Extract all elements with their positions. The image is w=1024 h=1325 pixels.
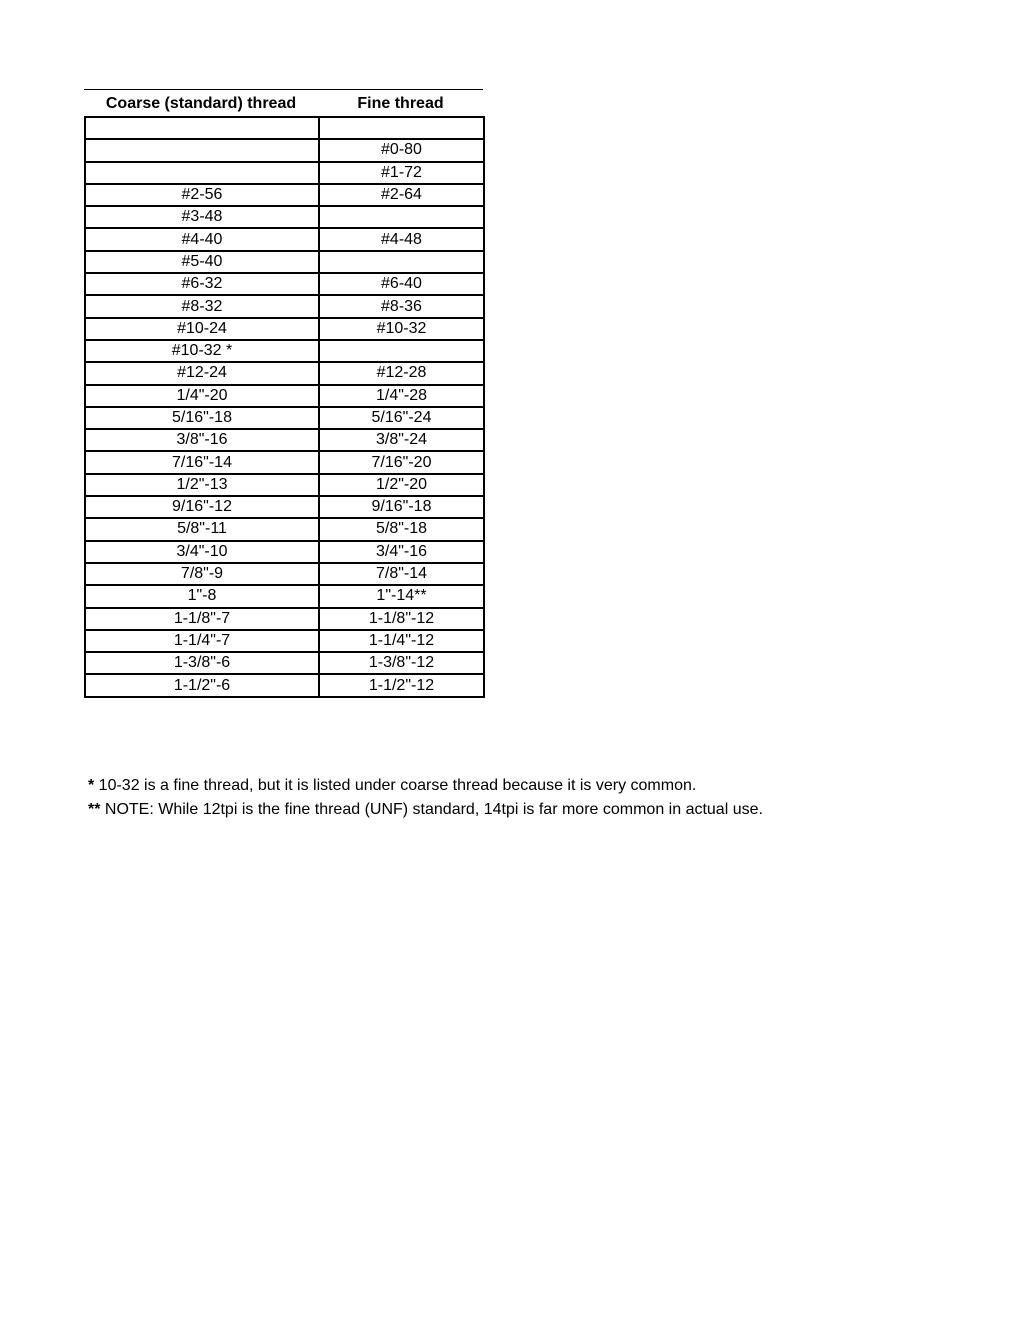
table-row — [85, 162, 484, 184]
cell-fine-thread — [319, 206, 484, 228]
cell-coarse-thread: #12-24 — [85, 362, 319, 384]
table-row — [85, 273, 484, 295]
footnote-mark: ** — [88, 801, 101, 818]
cell-coarse-thread: 5/8"-11 — [85, 518, 319, 540]
table-row — [85, 541, 484, 563]
footnotes — [88, 774, 988, 822]
cell-fine-thread: #2-64 — [319, 184, 484, 206]
table-row — [85, 608, 484, 630]
cell-fine-thread: #4-48 — [319, 228, 484, 250]
cell-coarse-thread: 1-3/8"-6 — [85, 652, 319, 674]
cell-coarse-thread — [85, 117, 319, 139]
footnote-mark: * — [88, 777, 95, 794]
thread-table-body — [85, 117, 484, 697]
table-row — [85, 585, 484, 607]
cell-fine-thread: 1-1/4"-12 — [319, 630, 484, 652]
cell-coarse-thread: #10-24 — [85, 318, 319, 340]
cell-coarse-thread: 5/16"-18 — [85, 407, 319, 429]
cell-fine-thread: #12-28 — [319, 362, 484, 384]
cell-fine-thread: 1-1/2"-12 — [319, 674, 484, 696]
cell-coarse-thread: #8-32 — [85, 295, 319, 317]
cell-fine-thread: 1-3/8"-12 — [319, 652, 484, 674]
cell-coarse-thread: 1-1/2"-6 — [85, 674, 319, 696]
cell-coarse-thread: #2-56 — [85, 184, 319, 206]
cell-coarse-thread: #5-40 — [85, 251, 319, 273]
cell-fine-thread — [319, 340, 484, 362]
table-row — [85, 139, 484, 161]
cell-fine-thread — [319, 117, 484, 139]
cell-coarse-thread: 1-1/8"-7 — [85, 608, 319, 630]
table-row — [85, 228, 484, 250]
thread-table — [84, 116, 485, 698]
cell-fine-thread: 7/8"-14 — [319, 563, 484, 585]
table-row — [85, 518, 484, 540]
cell-coarse-thread: 3/8"-16 — [85, 429, 319, 451]
table-row — [85, 407, 484, 429]
cell-fine-thread: 7/16"-20 — [319, 451, 484, 473]
cell-coarse-thread: 1/4"-20 — [85, 385, 319, 407]
cell-coarse-thread: #4-40 — [85, 228, 319, 250]
cell-fine-thread: #1-72 — [319, 162, 484, 184]
footnote-2 — [88, 798, 988, 822]
cell-fine-thread: #6-40 — [319, 273, 484, 295]
footnote-text: NOTE: While 12tpi is the fine thread (UNF) standard, 14tpi is far more common in actual use. — [100, 801, 763, 818]
footnote-text: 10-32 is a fine thread, but it is listed under coarse thread because it is very common. — [94, 777, 697, 794]
cell-fine-thread: 1"-14** — [319, 585, 484, 607]
table-row — [85, 295, 484, 317]
table-row — [85, 251, 484, 273]
cell-fine-thread: 1/4"-28 — [319, 385, 484, 407]
header-coarse-thread: Coarse (standard) thread — [105, 95, 297, 112]
table-row — [85, 451, 484, 473]
cell-fine-thread: #10-32 — [319, 318, 484, 340]
cell-coarse-thread: 7/16"-14 — [85, 451, 319, 473]
table-row — [85, 496, 484, 518]
cell-fine-thread: 1/2"-20 — [319, 474, 484, 496]
cell-coarse-thread: #3-48 — [85, 206, 319, 228]
cell-coarse-thread — [85, 162, 319, 184]
cell-fine-thread: 5/8"-18 — [319, 518, 484, 540]
cell-fine-thread: #8-36 — [319, 295, 484, 317]
table-row — [85, 385, 484, 407]
table-row — [85, 652, 484, 674]
header-fine-thread: Fine thread — [357, 95, 444, 112]
table-row — [85, 184, 484, 206]
footnote-1 — [88, 774, 988, 798]
cell-fine-thread: #0-80 — [319, 139, 484, 161]
table-header-row — [84, 92, 483, 116]
table-row — [85, 674, 484, 696]
cell-fine-thread — [319, 251, 484, 273]
table-row — [85, 630, 484, 652]
cell-coarse-thread: #6-32 — [85, 273, 319, 295]
cell-fine-thread: 3/4"-16 — [319, 541, 484, 563]
table-row — [85, 429, 484, 451]
cell-coarse-thread: 1-1/4"-7 — [85, 630, 319, 652]
cell-coarse-thread: 9/16"-12 — [85, 496, 319, 518]
cell-fine-thread: 9/16"-18 — [319, 496, 484, 518]
cell-coarse-thread: #10-32 * — [85, 340, 319, 362]
table-row — [85, 474, 484, 496]
table-row — [85, 117, 484, 139]
table-row — [85, 340, 484, 362]
cell-coarse-thread — [85, 139, 319, 161]
cell-fine-thread: 3/8"-24 — [319, 429, 484, 451]
cell-coarse-thread: 7/8"-9 — [85, 563, 319, 585]
table-top-rule — [84, 89, 483, 90]
cell-fine-thread: 5/16"-24 — [319, 407, 484, 429]
cell-fine-thread: 1-1/8"-12 — [319, 608, 484, 630]
table-row — [85, 563, 484, 585]
table-row — [85, 362, 484, 384]
cell-coarse-thread: 3/4"-10 — [85, 541, 319, 563]
cell-coarse-thread: 1"-8 — [85, 585, 319, 607]
table-row — [85, 318, 484, 340]
cell-coarse-thread: 1/2"-13 — [85, 474, 319, 496]
table-row — [85, 206, 484, 228]
